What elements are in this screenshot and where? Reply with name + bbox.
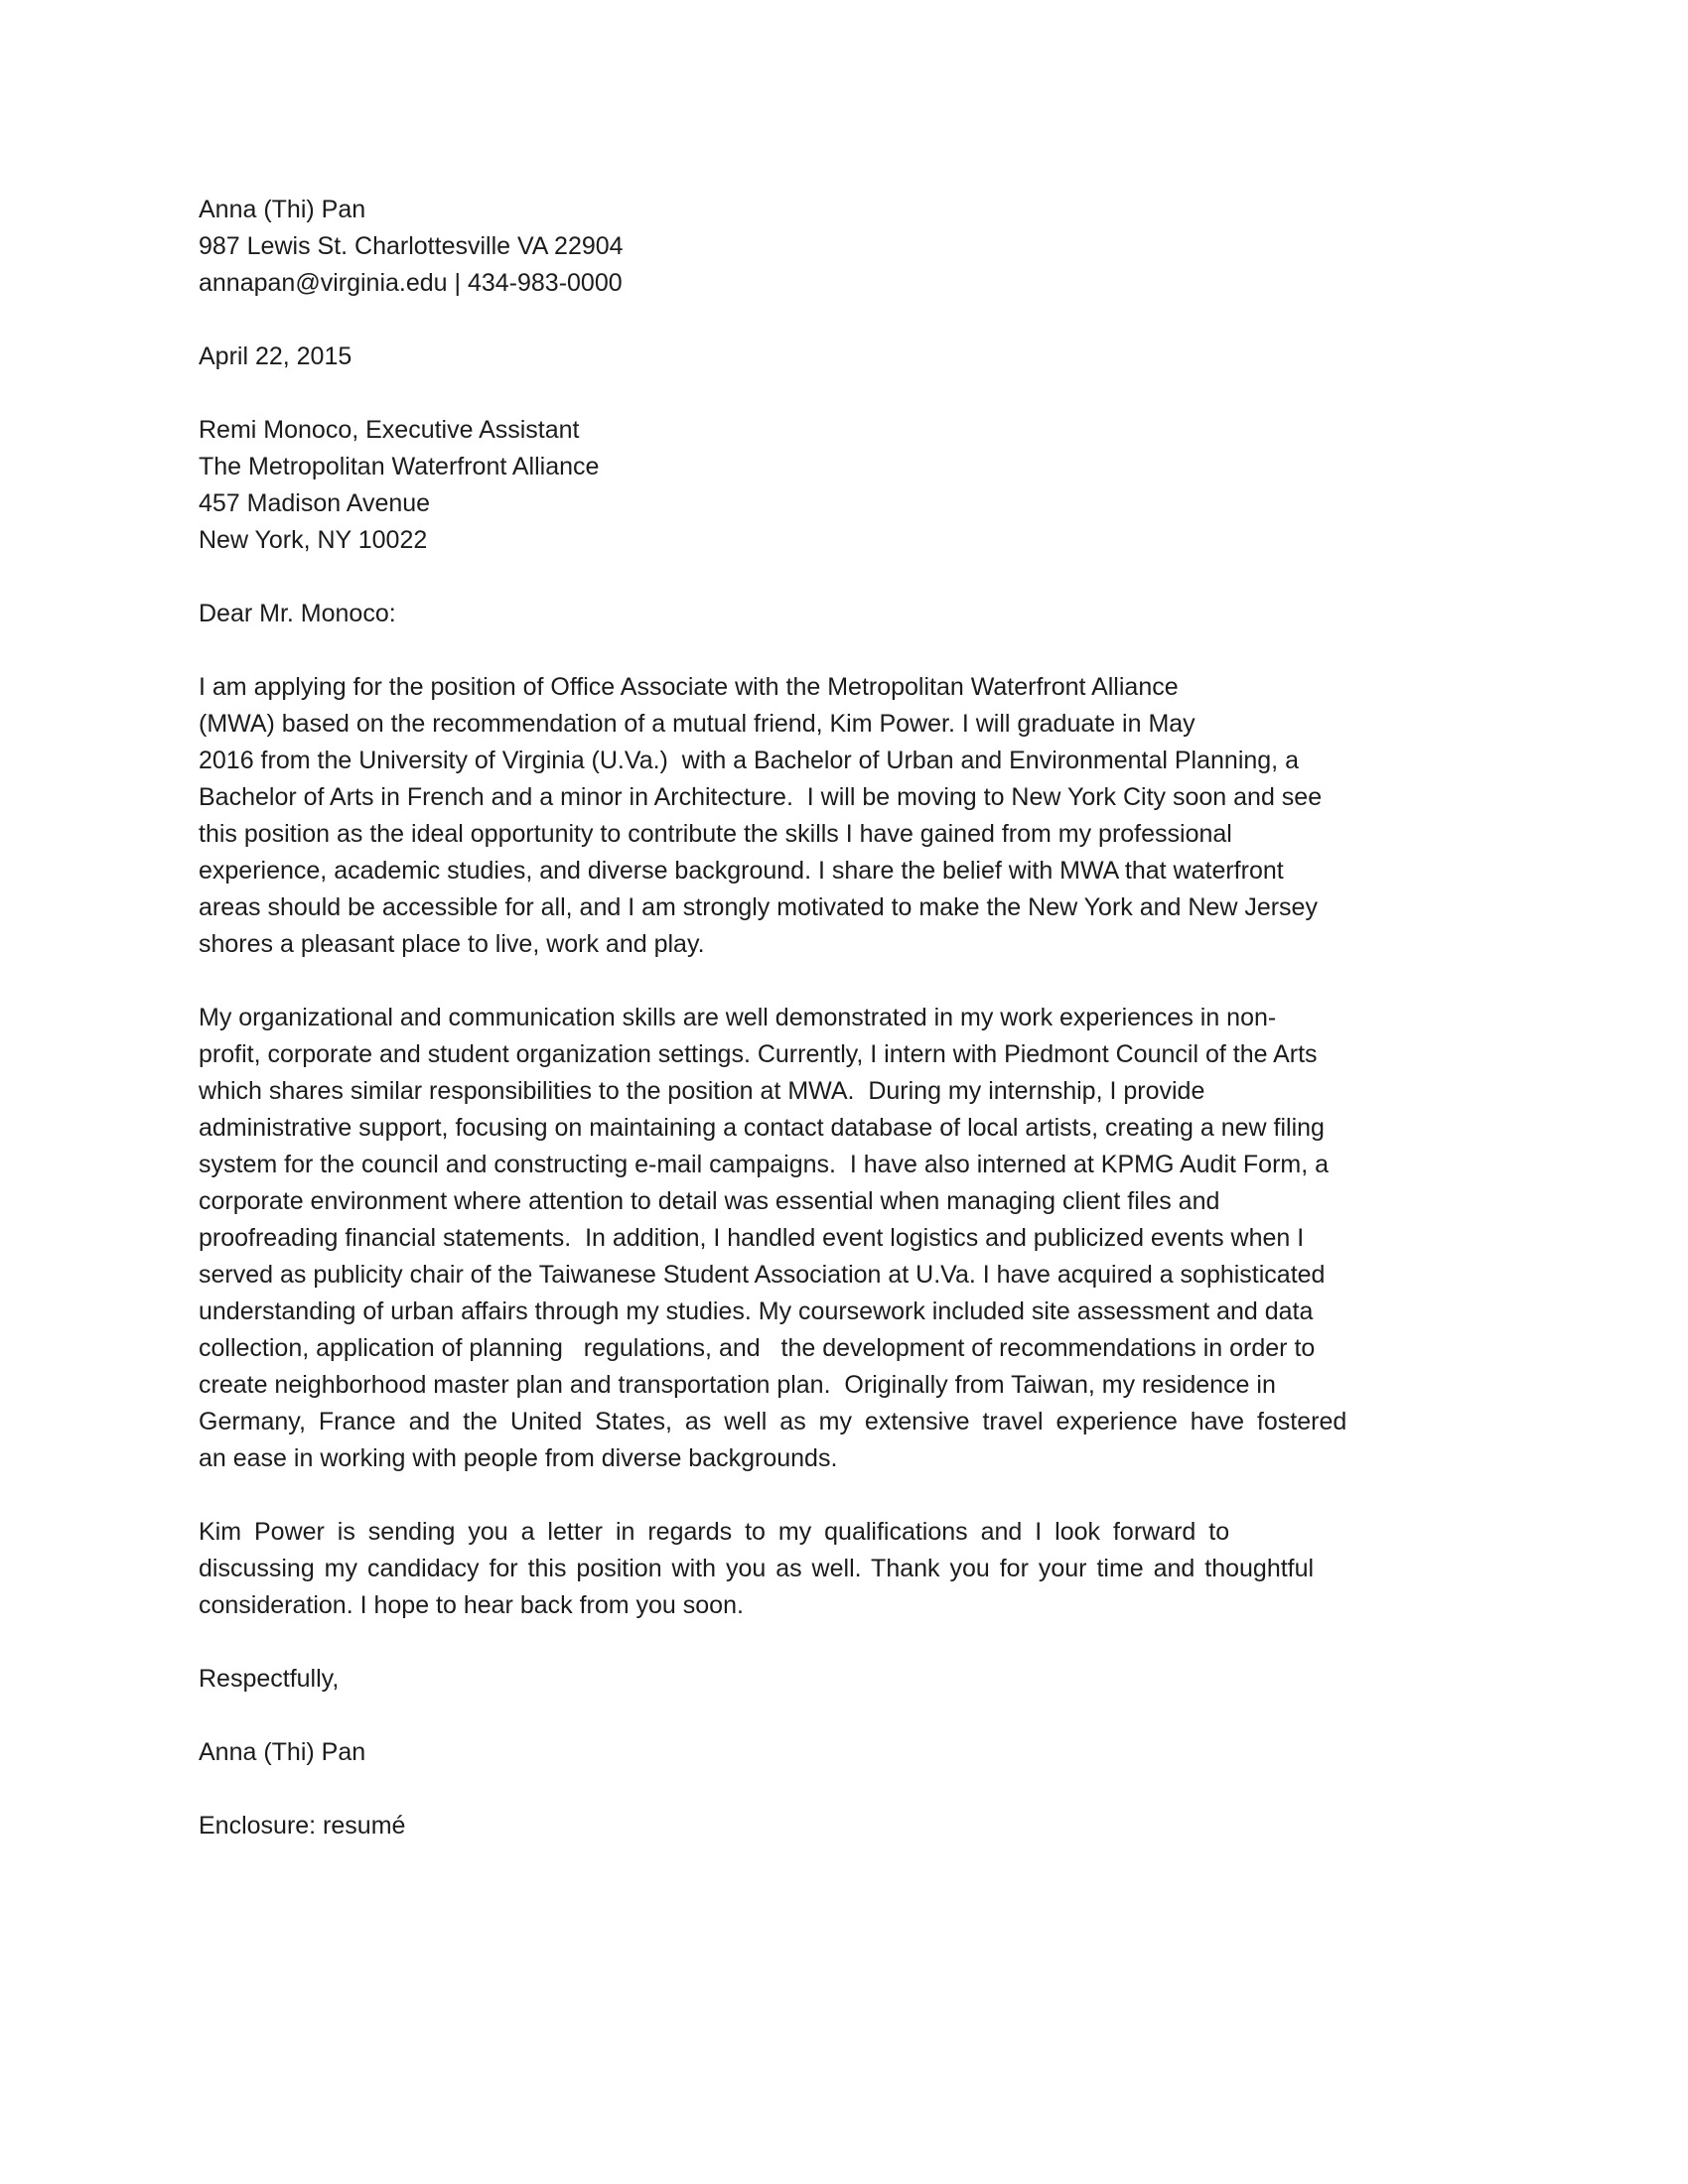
letter-line: consideration. I hope to hear back from you soon. [199,1591,744,1619]
recipient-name-title: Remi Monoco, Executive Assistant [199,416,580,444]
paragraph-1 [199,669,1499,963]
enclosure-note: Enclosure: resumé [199,1812,406,1840]
sender-name: Anna (Thi) Pan [199,196,366,223]
salutation: Dear Mr. Monoco: [199,600,396,627]
letter-line: served as publicity chair of the Taiwanese Student Association at U.Va. I have acquired a sophisticated [199,1261,1326,1289]
signature-block [199,1734,1499,1771]
letter-line: corporate environment where attention to detail was essential when managing client files and [199,1187,1220,1215]
letter-line: which shares similar responsibilities to the position at MWA. During my internship, I provide [199,1077,1205,1105]
recipient-street: 457 Madison Avenue [199,489,431,517]
paragraph-2 [199,1000,1499,1477]
letter-line: collection, application of planning regulations, and the development of recommendations in order to [199,1334,1316,1362]
letter-line: Germany, France and the United States, as well as my extensive travel experience have fostered [199,1408,1347,1435]
salutation-block [199,596,1499,632]
letter-line: areas should be accessible for all, and I am strongly motivated to make the New York and New Jersey [199,893,1318,921]
paragraph-3 [199,1514,1499,1624]
letter-line: system for the council and constructing e-mail campaigns. I have also interned at KPMG Audit Form, a [199,1151,1330,1178]
recipient-organization: The Metropolitan Waterfront Alliance [199,453,600,480]
letter-line: discussing my candidacy for this position with you as well. Thank you for your time and thoughtful [199,1555,1315,1582]
cover-letter [199,192,1499,1844]
enclosure-block [199,1808,1499,1844]
sender-contact: annapan@virginia.edu | 434-983-0000 [199,269,623,297]
sender-address: 987 Lewis St. Charlottesville VA 22904 [199,232,624,260]
recipient-block [199,412,1499,559]
letter-line: proofreading financial statements. In addition, I handled event logistics and publicized events when I [199,1224,1305,1252]
letter-line: (MWA) based on the recommendation of a mutual friend, Kim Power. I will graduate in May [199,710,1196,738]
letter-line: Kim Power is sending you a letter in regards to my qualifications and I look forward to [199,1518,1230,1546]
recipient-city: New York, NY 10022 [199,526,428,554]
date-line: April 22, 2015 [199,342,352,370]
letter-line: 2016 from the University of Virginia (U.Va.) with a Bachelor of Urban and Environmental Planning, a [199,747,1299,774]
letter-line: an ease in working with people from diverse backgrounds. [199,1444,838,1472]
signature-name: Anna (Thi) Pan [199,1738,366,1766]
letter-line: this position as the ideal opportunity to contribute the skills I have gained from my professional [199,820,1232,848]
closing: Respectfully, [199,1665,340,1693]
letter-line: My organizational and communication skills are well demonstrated in my work experiences in non- [199,1004,1277,1031]
letter-line: profit, corporate and student organization settings. Currently, I intern with Piedmont Council of the Arts [199,1040,1318,1068]
letter-line: experience, academic studies, and diverse background. I share the belief with MWA that waterfront [199,857,1284,885]
date-block [199,339,1499,375]
letter-line: administrative support, focusing on maintaining a contact database of local artists, creating a new filing [199,1114,1325,1142]
sender-block [199,192,1499,302]
letter-line: shores a pleasant place to live, work and play. [199,930,705,958]
letter-line: create neighborhood master plan and transportation plan. Originally from Taiwan, my residence in [199,1371,1276,1399]
letter-line: I am applying for the position of Office Associate with the Metropolitan Waterfront Alliance [199,673,1179,701]
closing-block [199,1661,1499,1698]
letter-line: Bachelor of Arts in French and a minor in Architecture. I will be moving to New York City soon and see [199,783,1323,811]
letter-line: understanding of urban affairs through my studies. My coursework included site assessment and data [199,1297,1314,1325]
